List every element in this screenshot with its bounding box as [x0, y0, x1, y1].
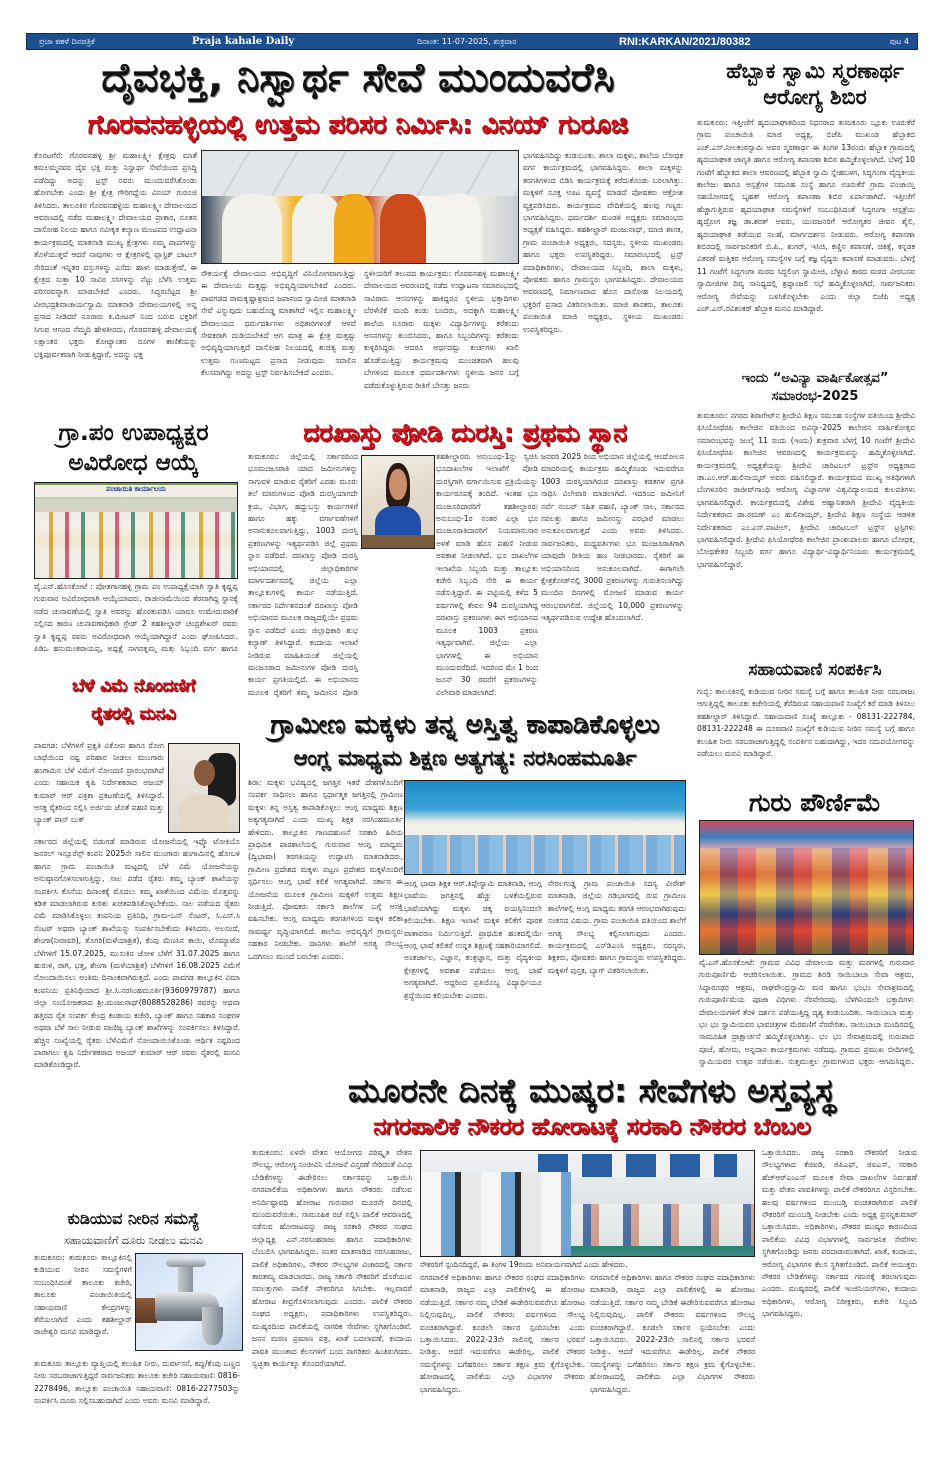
strike-subheadline: ನಗರಪಾಲಿಕೆ ನೌಕರರ ಹೋರಾಟಕ್ಕೆ ಸರಕಾರಿ ನೌಕರರ ಬೆಂಬಲ: [373, 1114, 811, 1140]
english-medium-headline: ಗ್ರಾಮೀಣ ಮಕ್ಕಳು ತನ್ನ ಅಸ್ತಿತ್ವ ಕಾಪಾಡಿಕೊಳ್ಳಲು: [270, 710, 660, 740]
guru-purnima-headline: ಗುರು ಪೌರ್ಣಿಮೆ: [748, 788, 882, 817]
avinya-body: ತುಮಕೂರು: ನಗರದ ಶಿರಾಗೇಟ್‌ನ ಶ್ರೀದೇವಿ ಶಿಕ್ಷಣ ಸಮೂಹ ಸಂಸ್ಥೆಗಳ ವತಿಯಿಂದ ಶ್ರೀದೇವಿ ಫಿಸಿಯೋಥೆರಪಿ ಕಾಲೇಜಿನ ವತಿಯಿಂದ ಅವಿನ್ಯಾ-2025 ಕಾಲೇಜಿನ ವಾರ್ಷಿಕೋತ್ಸವ ಸಮಾರಂಭವನ್ನು ಜುಲೈ 11 ರಂದು (ಇಂದು) ಶುಕ್ರವಾರ ಬೆಳಗ್ಗೆ 10 ಗಂಟೆಗೆ ಶ್ರೀದೇವಿ ಫಿಸಿಯೋಥೆರಪಿ ಕಾಲೇಜಿನ ಆವರಣದಲ್ಲಿ ಕಾರ್ಯಕ್ರಮವನ್ನು ಹಮ್ಮಿಕೊಳ್ಳಲಾಗಿದೆ. ಕಾರ್ಯಕ್ರಮದಲ್ಲಿ ಅಧ್ಯಕ್ಷತೆಯನ್ನು ಶ್ರೀದೇವಿ ಚಾರಿಟಬಲ್ ಟ್ರಸ್ಟ್‌ನ ಅಧ್ಯಕ್ಷರಾದ ಡಾ.ಎಂ.ಆರ್.ಹುಲಿನಾಯ್ಕರ್ ಅವರು ವಹಿಸಲಿದ್ದಾರೆ. ಕಾರ್ಯಕ್ರಮದ ಮುಖ್ಯ ಅತಿಥಿಗಳಾಗಿ ಬೆಂಗಳೂರಿನ ರಾಜೀವ್‌ಗಾಂಧಿ ಆರೋಗ್ಯ ವಿಜ್ಞಾನಗಳ ವಿಶ್ವವಿದ್ಯಾಲಯದ ಕುಲಪತಿಗಳು ಭಾಗವಹಿಸಲಿದ್ದಾರೆ. ಕಾರ್ಯಕ್ರಮದಲ್ಲಿ ವಿಶೇಷ ಆಹ್ವಾನಿತರಾಗಿ ಶ್ರೀದೇವಿ ವೈದ್ಯಕೀಯ ನಿರ್ದೇಶಕರಾದ ಡಾ.ರಮಣ್ ಎಂ ಹುಲಿನಾಯ್ಕರ್, ಶ್ರೀದೇವಿ ಶಿಕ್ಷಣ ಸಂಸ್ಥೆಯ ಆಡಳಿತ ನಿರ್ದೇಶಕರಾದ ಎಂ.ಎಸ್.ಪಾಟೀಲ್, ಶ್ರೀದೇವಿ ಚಾರಿಟಬಲ್ ಟ್ರಸ್ಟ್‌ನ ಟ್ರಸ್ಟಿಗಳು ಭಾಗವಹಿಸಲಿದ್ದಾರೆ. ಶ್ರೀದೇವಿ ಫಿಸಿಯೋಥೆರಪಿ ಕಾಲೇಜಿನ ಪ್ರಾಂಶುಪಾಲರು ಹಾಗೂ ಬೋಧಕ, ಬೋಧಕೇತರ ಸಿಬ್ಬಂದಿ ವರ್ಗ ಹಾಗೂ ವಿದ್ಯಾರ್ಥಿ-ವಿದ್ಯಾರ್ಥಿನಿಯರು ಕಾರ್ಯಕ್ರಮದಲ್ಲಿ ಭಾಗವಹಿಸಲಿದ್ದಾರೆ.: [697, 411, 915, 569]
lead-story-column-3: ಸ್ಥಳೀಯರಿಗೆ ತಲುಪದ ಕಾರ್ಯಕ್ರಮ: ಗೊರವನಹಳ್ಳಿ ಮಹಾಲಕ್ಷ್ಮೀ ದೇವಾಲಯದ ಆವರಣದಲ್ಲಿ ನಡೆದ ಉದ್ಘಾಟನಾ ಸಮಾರಂಭದಲ್ಲಿ ಸಾವಿರಾರು ಆಸನಗಳನ್ನು ಹಾಕಿದ್ದರೂ ಸ್ಥಳೀಯ ಭಕ್ತಾದಿಗಳು ಬೆರಳೆಣಿಕೆ ಮಂದಿ ಕಂಡು ಬಂದರು, ಅದಕ್ಕಾಗಿ ಮಹಾಲಕ್ಷ್ಮೀ ಶಾಲೆಯ ನೂರಾರು ಮಕ್ಕಳು ವಿದ್ಯಾರ್ಥಿಗಳನ್ನು ಕರೆತಂದು ಆಸನಗಳನ್ನು ತುಂಬಿಸಿದರು, ಹಾಗೂ ಸಿಬ್ಬಂದಿಗಳನ್ನು ಕರೆತಂದು ಕುಳ್ಳಿರಿಸಿದ್ದರು ಆದರೂ ಅರ್ಧದಷ್ಟು ಕುರ್ಚಿಗಳು ಖಾಲಿ ಹೊಡೆಯುತ್ತಿದ್ದು ಕಾರ್ಯಕ್ರಮವು ಮುಂಚಿತವಾಗಿ ಹಲವು ಬೇಗಳಿಂದ ಮೂಲಕ ಧರ್ಮದರ್ಶಿಗಳು ಸ್ಥಳೀಯ ಜನರ ಬಗ್ಗೆ ಪಡೆದುಕೊಳ್ಳುತ್ತಿರುವ ರೀತಿಗೆ ಬೇಸತ್ತು ಜನರು: [364, 269, 519, 390]
health-camp-body: ತುಮಕೂರು: ಇತ್ತೀಚೆಗೆ ಹೃದಯಾಘಾತದಿಂದ ನಿಧನರಾದ ತುಮಕೂರು ಬ್ಲೂಕು ಊರುಕೆರೆ ಗ್ರಾಮ ಪಂಚಾಯಿತಿ ಮಾಜಿ ಅಧ್ಯಕ್ಷ, ಬಿಜೆಪಿ ಮುಖಂಡ ಹೆಬ್ಬಾಕದ ಎಚ್.ಎಸ್.ನೀಲಕಂಠಸ್ವಾಮಿ ಅವರ ಸ್ಮರಣಾರ್ಥ ಈ ತಿಂಗಳ 13ರಂದು ಹೆಬ್ಬಾಕ ಗ್ರಾಮದಲ್ಲಿ ಹೃದಯಾಘಾತ ಜಾಗೃತಿ ಹಾಗೂ ಆರೋಗ್ಯ ತಪಾಸಣಾ ಶಿಬಿರ ಹಮ್ಮಿಕೊಳ್ಳಲಾಗಿದೆ. ಬೆಳಗ್ಗೆ 10 ಗಂಟೆಗೆ ಹೆಬ್ಬಾಕದ ಶಾಲಾ ಆವರಣದಲ್ಲಿ ಹೆಬ್ಬಾಕ ಸ್ವಾಮಿ ಸ್ನೇಹಬಳಗ, ಸಿದ್ಧಗಂಗಾ ವೈದ್ಯಕೀಯ ಕಾಲೇಜು ಹಾಗೂ ಆಸ್ಪತ್ರೆಗಳ ಸಮೂಹ ಸಂಸ್ಥೆ ಹಾಗೂ ಊರುಕೆರೆ ಗ್ರಾಮ ಪಂಚಾಯ್ತಿ ಸಹಯೋಗದಲ್ಲಿ ಬೃಹತ್ ಆರೋಗ್ಯ ತಪಾಸಣಾ ಶಿಬಿರ ಏರ್ಪಾಡಾಗಿದೆ. ಇತ್ತೀಚೆಗೆ ಹೆಚ್ಚಾಗುತ್ತಿರುವ ಹೃದಯಾಘಾತ ಸಮಸ್ಯೆಗಳಿಗೆ ಸಂಬಂಧಿಸಿದಂತೆ ಸಿದ್ಧಗಂಗಾ ಆಸ್ಪತ್ರೆಯ ಹೃದ್ರೋಗ ತಜ್ಞ ಡಾ.ಶರತ್ ಅವರು, ಯುವಜನರಿಗೆ ಆರೋಗ್ಯಕರ ಜೀವನ ಶೈಲಿ, ಹೃದಯಾಘಾತ ತಡೆಯುವ ಸಲಹೆ, ಮಾರ್ಗದರ್ಶನ ನೀಡುವರು. ಆರೋಗ್ಯ ತಪಾಸಣಾ ಶಿಬಿರದಲ್ಲಿ ಸಾರ್ವಜನಿಕರಿಗೆ ಬಿ.ಪಿ., ಶುಗರ್, ಇಸಿಜಿ, ಕಣ್ಣಿನ ತಪಾಸಣೆ, ಚಿಕಿತ್ಸೆ, ಕನ್ನಡಕ ವಿತರಣೆ ಮತ್ತಿತರ ಆರೋಗ್ಯ ಸಮಸ್ಯೆಗಳ ಬಗ್ಗೆ ತಜ್ಞ ವೈದ್ಯರು ತಪಾಸಣೆ ಮಾಡುವರು. ಬೆಳಗ್ಗೆ 11 ಗಂಟೆಗೆ ಸಿದ್ಧಗಂಗಾ ಮಠದ ಸಿದ್ಧಲಿಂಗ ಸ್ವಾಮೀಜಿ, ಬೆಳ್ಳಾವಿ ಕಾರದ ಮಠದ ವೀರಬಸವ ಸ್ವಾಮೀಜಿಗಳ ದಿವ್ಯ ಸಾನಿಧ್ಯದಲ್ಲಿ ಶ್ರದ್ಧಾಂಜಲಿ ಸಭೆ ಹಮ್ಮಿಕೊಳ್ಳಲಾಗಿದೆ. ಸಾರ್ವಜನಿಕರು ಆರೋಗ್ಯ ಸೇವೆಯನ್ನು ಬಳಸಿಕೊಳ್ಳಬೇಕು ಎಂದು ಜಿಲ್ಲಾ ಬಿಜೆಪಿ ಅಧ್ಯಕ್ಷ ಎಚ್.ಎಸ್.ರವಿಶಂಕರ್ ಹೆಬ್ಬಾಕ ಮನವಿ ಮಾಡಿದ್ದಾರೆ.: [697, 118, 915, 314]
water-body: ತುಮಕೂರು ತಾಲ್ಲೂಕು ವ್ಯಾಪ್ತಿಯಲ್ಲಿ ಕಲುಷಿತ ನೀರು, ದುರ್ವಾಸನೆ, ಕಪ್ಪು/ಕೆಂಪು ಬಣ್ಣದ ನೀರು ಸರಬರಾಜಾಗುತ್ತಿದ್ದರೆ ಸಾರ್ವಜನಿಕರು ತಾಲೂಕು ಕಚೇರಿ ಸಹಾಯವಾಣಿ: 0816-2278496, ತಾಲ್ಲೂಕು ಪಂಚಾಯಿತಿ ಸಹಾಯವಾಣಿ: 0816-2277503ನ್ನು ಸಂಪರ್ಕಿಸಿ ದೂರು ಸಲ್ಲಿಸಬಹುದಾಗಿದೆ ಎಂದು ಅವರು ಮನವಿ ಮಾಡಿದ್ದಾರೆ.: [34, 1359, 240, 1406]
gp-election-body: ವೈ.ಎನ್.ಹೊಸಕೋಟೆ : ಪೋತಗಾನಹಳ್ಳಿ ಗ್ರಾಮ ಪಂ ಉಪಾಧ್ಯಕ್ಷೆಯಾಗಿ ಸ್ವಾತಿ ಕೃಷ್ಣಪ್ಪ ಗುರುವಾರ ಅವಿರೋಧವಾಗಿ ಆಯ್ಕೆಯಾದರು. ರಾಜೀನಾಮೆಯಿಂದ ತೆರವಾಗಿದ್ದ ಸ್ಥಾನಕ್ಕೆ ನಡೆದ ಚುನಾವಣೆಯಲ್ಲಿ ಸ್ವಾತಿ ಅವರನ್ನು ಹೊರತುಪಡಿಸಿ ಯಾರೂ ಉಮೇದುವಾರಿಕೆ ಸಲ್ಲಿಸದ ಕಾರಣ ಚುನಾವಣಾಧಿಕಾರಿ ಗ್ರೇಡ್ 2 ತಹಶೀಲ್ದಾರ್ ಚಂದ್ರಶೇಖರ್ ರವರು ಸ್ವಾತಿ ಕೃಷ್ಣಪ್ಪ ರವರು ಅವಿರೋಧವಾಗಿ ಆಯ್ಕೆಯಾಗಿದ್ದಾರೆ ಎಂದು ಘೋಷಿಸಿದರು. ಪಿಡಿಒ ಹನುಮಂತರಾಯಪ್ಪ, ಅಧ್ಯಕ್ಷೆ ನಾಗರತ್ನಮ್ಮ ಮತ್ತು ಸಿಬ್ಬಂದಿ ವರ್ಗ ಹಾಗೂ: [34, 582, 238, 653]
dharakhastu-column-2: ತಹಶೀಲ್ದಾರರು ಅನುಬಂಧ-1ನ್ನು ಸ್ವಚಿಸಿ ಭೂದಾಖಲೆಗಳ ಇಲಾಖೆಗೆ ಪೋಡಿ ದುರಸ್ತಿಗಾಗಿ ವರ್ಗಾಯಿಸುವ ಪ್ರಕ್ರಿಯೆಯನ್ನು ಕಾರ್ಯರೂಪಕ್ಕೆ ತಂದಿದೆ. ಇಂತಹ ಭೂ ಮಂಜೂರಿದಾರರಿಗೆ ತಹಶೀಲ್ದಾರರು ಅನುಬಂಧ-1ರ ನಂತರ ಎಲ್ಲಾ ಭೂ ಮಂಜೂರಾತಿದಾರರಿಗೆ ನಿಯಮಾನುಸಾರ ಅಳತೆ ಮಾಡಿ ಹೊಸ ಪಹಣಿ ನೀಡುವ ಅವಕಾಶ ನೀಡಲಾಗಿದೆ. ಭೂ ದಾಖಲೆಗಳ ಇಲಾಖೆಯ ಸಿಬ್ಬಂದಿ ಮತ್ತು ತಾಲ್ಲೂಕು ಕಚೇರಿ ಸಿಬ್ಬಂದಿ ಸೇರಿ ಈ ಕಾರ್ಯ ನಡೆಸುತ್ತಿದ್ದಾರೆ. ಈ ಪಟ್ಟಿಯಲ್ಲಿ ಕಳೆದ 5 ವರ್ಷಗಳಲ್ಲಿ ಕೇವಲ 94 ದುರಸ್ತಿಯಾಗಿದ್ದ ದರಖಾಸ್ತು ಪ್ರಕರಣಗಳು ಈಗ ಅಭಿಯಾನದ ಮೂಲಕ 1003 ಪ್ರಕರಣ ಇತ್ಯರ್ಥವಾಗಿವೆ. ಜಿಲ್ಲೆಯ ಎಲ್ಲಾ ಭಾಗಗಳಲ್ಲಿ ಈ ಅಭಿಯಾನ ಮುಂದುವರೆದಿದೆ. ಇದರಿಂದ ಮೇ 1 ರಿಂದ ಜೂನ್ 30 ರವರೆಗೆ ಪ್ರಕರಣಗಳನ್ನು ವಿಲೇವಾರಿ ಮಾಡಲಾಗಿದೆ.: [436, 452, 538, 697]
english-medium-column-2: ಆಂಗ್ಲ ಭಾಷಾ ಶಿಕ್ಷಕ ಆರ್.ತಿಪ್ಪೇಸ್ವಾಮಿ ಮಾತನಾಡಿ, ಆಂಗ್ಲ ಭಾಷೆಯು ಜಗತ್ತಿನಲ್ಲಿ ಹೆಚ್ಚು ಬಳಕೆಯಲ್ಲಿರುವ ಭಾಷೆಯಾಗಿದ್ದು ಮಕ್ಕಳು ಚಿಕ್ಕ ವಯಸ್ಸಿನಿಂದಲೇ ಕಲಿಯಬೇಕು. ಶಿಕ್ಷಣ ಇಲಾಖೆ ಮಕ್ಕಳ ಕಲಿಕೆಗೆ ಪೂರಕ ವಾತಾವರಣ ನಿರ್ಮಿಸುತ್ತಿದೆ. ಪ್ರಾಥಮಿಕ ಹಂತದಲ್ಲಿಯೇ ಆಂಗ್ಲ ಭಾಷೆ ಕಲಿತರೆ ಉನ್ನತ ಶಿಕ್ಷಣಕ್ಕೆ ಸಹಕಾರಿಯಾಗಲಿದೆ. ಅಂತರ್ಜಾಲ, ವಿಜ್ಞಾನ, ತಂತ್ರಜ್ಞಾನ, ಮತ್ತು ವೈದ್ಯಕೀಯ ಕ್ಷೇತ್ರಗಳಲ್ಲಿ ಅವಕಾಶ ಪಡೆಯಲು ಆಂಗ್ಲ ಭಾಷೆ ಅಗತ್ಯವಾಗಿದೆ. ಆದ್ದರಿಂದ ಪ್ರತಿಯೊಬ್ಬ ವಿದ್ಯಾರ್ಥಿಯೂ ಶ್ರದ್ಧೆಯಿಂದ ಕಲಿಯಬೇಕು ಎಂದರು.: [404, 879, 542, 1000]
gp-election-headline: ಗ್ರಾ.ಪಂ ಉಪಾಧ್ಯಕ್ಷರ ಅವಿರೋಧ ಆಯ್ಕೆ: [58, 420, 209, 476]
helpline-body: ಗುಬ್ಬಿ: ತಾಲೂಕಿನಲ್ಲಿ ಕುಡಿಯುವ ನೀರಿನ ಸಮಸ್ಯೆ ಬಗ್ಗೆ ಹಾಗೂ ಕಲುಷಿತ ನೀರು ಸರಬರಾಜು ಆಗುತ್ತಿದ್ದಲ್ಲಿ ತಾಲೂಕು ಕಚೇರಿಯಲ್ಲಿ ತೆರೆದಿರುವ ಸಹಾಯವಾಣಿ ಸಂಖ್ಯೆಗೆ ಕರೆ ಮಾಡಿ ತಿಳಿಸಲು ತಹಶೀಲ್ದಾರ್ ತಿಳಿಸಿದ್ದಾರೆ. ಸಹಾಯವಾಣಿ ಸಂಖ್ಯೆ ತಾಲ್ಲೂಕು - 08131-222784, 08131-222248 ಈ ದೂರವಾಣಿ ಸಂಖ್ಯೆಗೆ ಕುಡಿಯುವ ನೀರಿನ ಸಮಸ್ಯೆ ಬಗ್ಗೆ ಹಾಗೂ ಕಲುಷಿತ ನೀರು ಸರಬರಾಜಾಗುತ್ತಿದ್ದಲ್ಲಿ ಸಂಪರ್ಕಿಸ ಬಹುದಾಗಿದ್ದು, ಇದರ ಸದುಪಯೋಗವನ್ನು ಪಡೆಯಲು ಮನವಿ ಮಾಡಿದ್ದಾರೆ.: [697, 687, 915, 759]
crop-officer-photo: [168, 743, 240, 833]
strike-photo: [420, 1150, 755, 1257]
english-medium-subheadline: ಆಂಗ್ಲ ಮಾಧ್ಯಮ ಶಿಕ್ಷಣ ಅತ್ಯಗತ್ಯ: ನರಸಿಂಹಮೂರ್ತಿ: [293, 746, 637, 770]
lead-subheadline: ಗೊರವನಹಳ್ಳಿಯಲ್ಲಿ ಉತ್ತಮ ಪರಿಸರ ನಿರ್ಮಿಸಿ: ವಿನಯ್ ಗುರೂಜಿ: [87, 110, 629, 140]
dharakhastu-column-3: ಜನವರಿ 2025 ರಿಂದ ಅಭಿಯಾನ ಜಿಲ್ಲೆಯಲ್ಲಿ ಆಂದೋಲನ ಮಾದರಿಯಲ್ಲಿ ಕಾರ್ಯಕ್ರಮ ಹಮ್ಮಿಕೊಂಡು ಇದುವರೆಗೂ 1003 ದುರಸ್ತಿಯಾಗಿರುವ ದರಖಾಸ್ತು ಕಡತಗಳ ಪ್ರಗತಿ ಸಾಧಿಸಿ ವಿಲೇವಾರಿ ಮಾಡಲಾಗಿದೆ. ಇದರಿಂದ ಜಮೀನಿಗೆ ಸರ್ವೆ ನಂಬರ್ ಸಹಿತ ಪಹಣಿ, ಬ್ಯಾಂಕ್ ಸಾಲ, ಸರ್ಕಾರದ ಸವಲತ್ತು ಹಾಗೂ ಜಮೀನನ್ನು ಪರಭಾರೆ ಮಾಡಲು ಅನುಕೂಲವಾಗುತ್ತದೆ ಎಂದು ಅವರು ತಿಳಿಸಿದರು. ಸಾರ್ವಜನಿಕರು, ಮಧ್ಯವರ್ತಿಗಳು ಭೂ ಮಂಜೂರಾತಿಗಾಗಿ ಯಾವುದೇ ರೀತಿಯ ಹಣ ನೀಡಬಾರದು. ರೈತರಿಗೆ ಈ ಅಭಿಯಾನದಿಂದ ಅನುಕೂಲವಾಗಿದೆ. ಈಗಾಗಲೇ ಕ್ಷೇತ್ರಕೋಡ್‌ನಲ್ಲಿ 3000 ಪ್ರಕರಣಗಳನ್ನು ಗುರುತಿಸಲಾಗಿದ್ದು ಮುಂದಿನ ದಿನಗಳಲ್ಲಿ ಮೋಜಣಿ ಮಾಡುವ ಕಾರ್ಯ ಆರಂಭವಾಗಲಿದೆ. ಜಿಲ್ಲೆಯಲ್ಲಿ 10,000 ಪ್ರಕರಣಗಳನ್ನು ಇತ್ಯರ್ಥಪಡಿಸುವ ಉದ್ದೇಶ ಹೊಂದಲಾಗಿದೆ.: [541, 452, 684, 623]
crop-insurance-body-side: ಪಾವಗಡ: ಬೆಳೆಗಳಿಗೆ ಪ್ರಕೃತಿ ವಿಕೋಪ ಹಾಗೂ ರೋಗ ಬಾಧೆಯಿಂದ ನಷ್ಟ ಪರಿಹಾರ ನೀಡಲು ಮುಂಗಾರು ಹಂಗಾಮಿನ ಬೆಳೆ ವಿಮೆಗೆ ನೋಂದಣಿ ಪ್ರಾರಂಭವಾಗಿದೆ ಎಂದು ಸಹಾಯಕ ಕೃಷಿ ನಿರ್ದೇಶಕರಾದ ಅಜಯ್ ಕುಮಾರ್ ಆರ್ ಪತ್ರಿಕಾ ಪ್ರಕಟಣೆಯಲ್ಲಿ ತಿಳಿಸಿದ್ದಾರೆ. ಆಸಕ್ತ ರೈತರಿಂದ ಸಲ್ಲಿಸಿ ಅರ್ಜಿಯ ಜೊತೆ ಪಹಣಿ ಮತ್ತು ಬ್ಯಾಂಕ್ ಪಾಸ್ ಬುಕ್: [34, 741, 164, 825]
masthead-kannada-name: ಪ್ರಜಾ ಕಹಳೆ ದಿನಪತ್ರಿಕೆ: [39, 36, 95, 46]
lead-story-column-2: ಸೌಕರ್ಯಕ್ಕೆ ದೇವಾಲಯದ ಅಭಿವೃದ್ಧಿಗೆ ವಿನಿಯೋಗವಾಗುತ್ತಿದ್ದು ಈ ದೇವಾಲಯ ಮತ್ತಷ್ಟು ಅಭಿವೃದ್ಧಿಯಾಗಬೇಕಿದೆ ಎಂದರು. ಪಾವಗಡದ ರಾಮಕೃಷ್ಣಾಶ್ರಮದ ಜಪಾನಂದ ಸ್ವಾಮೀಜಿ ಮಾತನಾಡಿ ಸೇವೆ ಎನ್ನುವುದು ಬಹುದೊಡ್ಡ ಮಾತಾಗಿದೆ ಇಲ್ಲಿನ ಮಹಾಲಕ್ಷ್ಮೀ ದೇವಾಲಯದ ಧರ್ಮದರ್ಶಿಗಳು ಅಧಿಕಾರಿಗಳಂತೆ ಆಳದೆ ಸೇವಕರಾಗಿ ದುಡಿಯಬೇಕಿದೆ ಆಗ ಮಾತ್ರ ಈ ಕ್ಷೇತ್ರ ಮತ್ತಷ್ಟು ಅಭಿವೃದ್ಧಿಯಾಗುತ್ತದೆ ದಾಸೋಹ ನಿಲಯದಲ್ಲಿ ಶುಚಿತ್ವ ಮತ್ತು ಉತ್ತಮ ಗುಣಮಟ್ಟದ ಪ್ರಸಾದ ನೀಡುವುದು ಸವಾಲಿನ ಕೆಲಸವಾಗಿದ್ದು ಅದನ್ನು ಟ್ರಸ್ಟ್ ನಿರ್ವಹಿಸಬೇಕಿದೆ ಎಂದರು.: [201, 269, 356, 378]
avinya-headline-1: ಇಂದು “ಅವಿನ್ಯಾ ವಾರ್ಷಿಕೋತ್ಸವ”: [741, 371, 889, 386]
lead-story-photo: [201, 150, 519, 264]
lead-headline: ದೈವಭಕ್ತಿ, ನಿಸ್ವಾರ್ಥ ಸೇವೆ ಮುಂದುವರೆಸಿ: [101, 55, 615, 101]
health-camp-headline-line: [690, 58, 940, 110]
water-subheadline: ಸಹಾಯವಾಣಿಗೆ ದೂರು ನೀಡಲು ಮನವಿ: [64, 1234, 203, 1247]
water-headline: ಕುಡಿಯುವ ನೀರಿನ ಸಮಸ್ಯೆ: [67, 1209, 200, 1228]
helpline-headline: ಸಹಾಯವಾಣಿ ಸಂಪರ್ಕಿಸಿ: [748, 660, 882, 680]
english-medium-column-1: ಶಿರಾ: ಮಕ್ಕಳು ಭವಿಷ್ಯದಲ್ಲಿ ಜಗತ್ತಿನ ಇತರೆ ದೇಶಗಳೊಂದಿಗೆ ಸಂಪರ್ಕ ಸಾಧಿಸಲು ಹಾಗೂ ಸ್ಪರ್ಧಾತ್ಮಕ ಜಗತ್ತಿನಲ್ಲಿ ಗ್ರಾಮೀಣ ಮಕ್ಕಳು ತನ್ನ ಅಸ್ತಿತ್ವ ಕಾಪಾಡಿಕೊಳ್ಳಲು ಆಂಗ್ಲ ಮಾಧ್ಯಮ ಶಿಕ್ಷಣ ಅತ್ಯಗತ್ಯವಾಗಿದೆ ಎಂದು ಮುಖ್ಯ ಶಿಕ್ಷಕ ನರಸಿಂಹಮೂರ್ತಿ ಹೇಳಿದರು. ತಾಲ್ಲೂಕಿನ ಗಾಣದಹುಣಸೆ ಸರಕಾರಿ ಹಿರಿಯ ಪ್ರಾಥಮಿಕ ಪಾಠಶಾಲೆಯಲ್ಲಿ ಗುರುವಾರ ಆಂಗ್ಲ ಮಾಧ್ಯಮ (ದ್ವಿಭಾಷಾ) ತರಗತಿಯನ್ನು ಉದ್ಘಾಟಿಸಿ ಮಾತನಾಡಿದರು, ಗ್ರಾಮೀಣ ಪ್ರದೇಶದ ಮಕ್ಕಳು ಪಟ್ಟಣ ಪ್ರದೇಶದ ಮಕ್ಕಳೊಂದಿಗೆ ಸ್ಪರ್ಧಿಸಲು ಆಂಗ್ಲ ಭಾಷೆ ಕಲಿಕೆ ಅಗತ್ಯವಾಗಿದೆ. ಸರ್ಕಾರ ಈ ಯೋಜನೆಯ ಮೂಲಕ ಗ್ರಾಮೀಣ ಮಕ್ಕಳಿಗೆ ಉತ್ತಮ ಶಿಕ್ಷಣ ನೀಡುತ್ತಿದೆ. ಪೋಷಕರು ಸರ್ಕಾರಿ ಶಾಲೆಗಳ ಬಗ್ಗೆ ಆಸಕ್ತಿ ವಹಿಸಬೇಕು. ಆಂಗ್ಲ ಮಾಧ್ಯಮ ತರಗತಿಗಳಿಂದ ಮಕ್ಕಳ ಕಲಿಕಾ ಸಾಮರ್ಥ್ಯ ವೃದ್ಧಿಯಾಗಲಿದೆ. ಶಾಲೆಯ ಅಭಿವೃದ್ಧಿಗೆ ಗ್ರಾಮಸ್ಥರು ಸಹಕಾರ ನೀಡಬೇಕು. ದಾನಿಗಳು ಶಾಲೆಗೆ ಅಗತ್ಯ ಸೌಲಭ್ಯ ಒದಗಿಸಲು ಮುಂದೆ ಬರಬೇಕು ಎಂದರು.: [248, 778, 403, 961]
health-camp-headline: ಹೆಬ್ಬಾಕ ಸ್ವಾಮಿ ಸ್ಮರಣಾರ್ಥ ಆರೋಗ್ಯ ಶಿಬಿರ: [726, 59, 904, 109]
water-tap-photo: [135, 1253, 243, 1351]
dharakhastu-column-1: ತುಮಕೂರು: ಜಿಲ್ಲೆಯಲ್ಲಿ ಸರ್ಕಾರದಿಂದ ಭೂಮಂಜೂರಾತಿ ಯಾದ ಜಮೀನುಗಳನ್ನು ಸಾಗುವಳಿ ಮಾಡುವ ರೈತರಿಗೆ ಎರಡು ಮೂರು ತಲೆ ಮಾರುಗಳಿಂದ ಪೋಡಿ ದುರಸ್ತಿಯಾಗದೇ ಕ್ರಯ, ವಿಭಾಗ, ಹದ್ದುಬಸ್ತು ಕಾರ್ಯಗಳಿಗೆ ಹಾಗೂ ಹಕ್ಕು ವರ್ಗಾವಣೆಗಳಿಗೆ ಅನಾನುಕೂಲವಾಗುತ್ತಿದ್ದು, 1003 ದುರಸ್ತಿ ಪ್ರಕರಣಗಳನ್ನು ಇತ್ಯರ್ಥಪಡಿಸಿ ಜಿಲ್ಲೆ ಪ್ರಥಮ ಸ್ಥಾನ ಪಡೆದಿದೆ. ದರಖಾಸ್ತು ಪೋಡಿ ದುರಸ್ತಿ ಅಭಿಯಾನದಲ್ಲಿ ಜಿಲ್ಲಾಧಿಕಾರಿಗಳ ಮಾರ್ಗದರ್ಶನದಲ್ಲಿ ಜಿಲ್ಲೆಯ ಎಲ್ಲಾ ತಾಲ್ಲೂಕುಗಳಲ್ಲಿ ಕಾರ್ಯ ನಡೆಯುತ್ತಿದೆ. ಸರ್ಕಾರದ ನಿರ್ದೇಶನದಂತೆ ದರಖಾಸ್ತು ಪೋಡಿ ಅಭಿಯಾನದ ಮೂಲಕ ರಾಜ್ಯದಲ್ಲಿಯೇ ಪ್ರಥಮ ಸ್ಥಾನ ಪಡೆದಿದೆ ಎಂದು ಜಿಲ್ಲಾಧಿಕಾರಿ ಶುಭ ಕಲ್ಯಾಣ್ ತಿಳಿಸಿದ್ದಾರೆ. ಕಂದಾಯ ಇಲಾಖೆ ನೀಡಿರುವ ಮಾಹಿತಿಯಂತೆ ಜಿಲ್ಲೆಯಲ್ಲಿ ಮಂಜೂರಾದ ಜಮೀನುಗಳ ಪೋಡಿ ದುರಸ್ತಿ ಕಾರ್ಯ ಪ್ರಗತಿಯಲ್ಲಿದೆ. ಈ ಅಭಿಯಾನದ ಮೂಲಕ ರೈತರಿಗೆ ತಮ್ಮ ಜಮೀನಿನ ಪೋಡಿ: [248, 452, 358, 697]
lead-story-column-4: ಭಾಗವಹಿಸದಿದ್ದು ಕಂಡುಬಂತು. ಶಾಲಾ ಮಕ್ಕಳು, ಶಾಲೆಯ ಬೋಧಕ ವರ್ಗ ಕಾರ್ಯಕ್ರಮದಲ್ಲಿ ಭಾಗವಹಿಸಿದ್ದರು. ಶಾಲಾ ಮಕ್ಕಳನ್ನು ತರಗತಿಗಳಿಂದ ಬಿಡಿಸಿ ಕಾರ್ಯಕ್ರಮಕ್ಕೆ ಕರೆದುಕೊಂಡು ಬರಲಾಗಿತ್ತು. ಮಕ್ಕಳಿಗೆ ಸೂಕ್ತ ಊಟ ವ್ಯವಸ್ಥೆ ಮಾಡದೆ ಪೋಷಕರು ಆಕ್ರೋಶ ವ್ಯಕ್ತಪಡಿಸಿದರು. ಕಾರ್ಯಕ್ರಮದ ವೇದಿಕೆಯಲ್ಲಿ ಹಲವು ಗಣ್ಯರು ಭಾಗವಹಿಸಿದ್ದರು. ಧರ್ಮದರ್ಶಿ ಮಂಡಳಿ ಅಧ್ಯಕ್ಷರು ಸಮಾರಂಭದ ಅಧ್ಯಕ್ಷತೆ ವಹಿಸಿದ್ದರು. ತಹಶೀಲ್ದಾರ್ ಮಂಜುನಾಥ್, ಮಾಜಿ ಶಾಸಕ, ಗ್ರಾಮ ಪಂಚಾಯಿತಿ ಅಧ್ಯಕ್ಷರು, ಸದಸ್ಯರು, ಸ್ಥಳೀಯ ಮುಖಂಡರು ಹಾಗೂ ಭಕ್ತರು ಉಪಸ್ಥಿತರಿದ್ದರು. ಸಮಾರಂಭದಲ್ಲಿ ಟ್ರಸ್ಟ್ ಪದಾಧಿಕಾರಿಗಳು, ದೇವಾಲಯದ ಸಿಬ್ಬಂದಿ, ಶಾಲಾ ಮಕ್ಕಳು, ಪೋಷಕರು ಹಾಗೂ ಗ್ರಾಮಸ್ಥರು ಭಾಗವಹಿಸಿದ್ದರು. ದೇವಾಲಯದ ಆವರಣದಲ್ಲಿ ನಿರ್ಮಾಣವಾದ ಹೊಸ ದಾಸೋಹ ನಿಲಯದಲ್ಲಿ ಭಕ್ತರಿಗೆ ಪ್ರಸಾದ ವಿತರಿಸಲಾಯಿತು. ಮಾಜಿ ಶಾಸಕರು, ತಾಲೂಕು ಪಂಚಾಯಿತಿ ಮಾಜಿ ಅಧ್ಯಕ್ಷರು, ಸ್ಥಳೀಯ ಮುಖಂಡರು ಉಪಸ್ಥಿತರಿದ್ದರು.: [523, 151, 683, 334]
guru-purnima-photo: [699, 820, 914, 955]
collector-photo: [361, 455, 435, 549]
masthead-page-number: ಪುಟ 4: [889, 36, 909, 46]
masthead-bar: [26, 33, 918, 50]
guru-purnima-body: ವೈ.ಎನ್.ಹೊಸಕೋಟೆ: ಗ್ರಾಮದ ವಿವಿಧ ದೇವಾಲಯ ಮತ್ತು ಮಠಗಳಲ್ಲಿ ಗುರುವಾರ ಗುರುಪೂರ್ಣಿಮೆ ಆಚರಿಸಲಾಯಿತು. ಗ್ರಾಮದ ಶಿರಡಿ ಸಾಯಿಬಾಬಾ ಸೇವಾ ಆಶ್ರಮ, ಸಿದ್ಧಾರೂಢರ ಆಶ್ರಮ, ರಾಘವೇಂದ್ರಸ್ವಾಮಿ ಮಠ ಹಾಗೂ ಭಂಭಂ ಸೇವಾಶ್ರಮದಲ್ಲಿ ಗುರುಪೂರ್ಣಿಮೆಯ ಪೂಜಾ ವಿಧಿಗಳು ನೆರವೇರಿದವು. ಬೆಳಗಿನಿಂದಲೇ ಭಕ್ತಾದಿಗಳು ದೇವಾಲಯಗಳಿಗೆ ತೆರಳಿ ದರ್ಶನ ಪಡೆಯುತ್ತಿದ್ದ ದೃಶ್ಯ ಕಂಡುಬಂದಿತು. ಸಾಯಿಬಾಬಾ ಮತ್ತು ಭಂ ಭಂ ಸ್ವಾಮಿಯವರ ಭಾವಚಿತ್ರಗಳ ಮೆರವಣಿಗೆ ನೆರವೇರಿತು. ಸಾಯಿಬಾಬಾ ಮಂದಿರದಲ್ಲಿ ಸಾಮೂಹಿಕ ದ್ರಾಕ್ಷಾರ್ಚನೆ ಹಮ್ಮಿಕೊಳ್ಳಲಾಗಿತ್ತು. ಭಂ ಭಂ ಸೇವಾಶ್ರಮದಲ್ಲಿ ಗುರುಪಾದ ಪೂಜೆ, ಹೋಮ, ಅನ್ನದಾನ ಕಾರ್ಯಕ್ರಮಗಳು ನಡೆದವು. ಗ್ರಾಮದ ಪ್ರಮುಖ ಬೀದಿಗಳಲ್ಲಿ ಸ್ವಾಮಿಯವರ ಉತ್ಸವ ನಡೆಯಿತು. ಸುತ್ತಮುತ್ತಲ ಗ್ರಾಮಗಳಿಂದ ಭಕ್ತರು ಆಗಮಿಸಿದ್ದರು.: [699, 958, 914, 1067]
crop-insurance-headline-2: ರೈತರಲ್ಲಿ ಮನವಿ: [91, 704, 176, 724]
school-event-photo: [404, 780, 686, 875]
crop-insurance-headline-1: ಬೆಳೆ ವಿಮೆ ನೊಂದಣಿಗೆ: [71, 676, 196, 696]
strike-column-1: ತುಮಕೂರು: ಏಳನೇ ವೇತನ ಆಯೋಗದ ಪರಿಷ್ಕೃತ ವೇತನ ಸೌಲಭ್ಯ, ಆರೋಗ್ಯ ಸಂಜೀವಿನಿ ಯೋಜನೆ ವಿಸ್ತರಣೆ ಸೇರಿದಂತೆ ವಿವಿಧ ಬೇಡಿಕೆಗಳನ್ನು ಈಡೇರಿಸಲು ಸರ್ಕಾರವನ್ನು ಒತ್ತಾಯಿಸಿ ನಗರಪಾಲಿಕೆಯ ಅಧಿಕಾರಿಗಳು ಹಾಗೂ ನೌಕರರು ನಡೆಸುವ ಅನಿರ್ದಿಷ್ಟಾವಧಿ ಹೋರಾಟ ಗುರುವಾರ ಮೂರನೇ ದಿನದಲ್ಲಿ ಮುಂದುವರೆಯಿತು. ಸಾಮೂಹಿಕ ರಜೆ ಸಲ್ಲಿಸಿ ಪಾಲಿಕೆ ಆವರಣದಲ್ಲಿ ನಡೆಸುವ ಹೋರಾಟವನ್ನು ರಾಜ್ಯ ಸರಕಾರಿ ನೌಕರರ ಸಂಘದ ಜಿಲ್ಲಾಧ್ಯಕ್ಷ ಎನ್.ನರಸಿಂಹರಾಜು ಹಾಗೂ ಪದಾಧಿಕಾರಿಗಳು ಬೆಂಬಲಿಸಿ ಭಾಗವಹಿಸಿದ್ದರು. ನಂತರ ಮಾತನಾಡಿದ ನರಸಿಂಹರಾಜು, ಪಾಲಿಕೆ ಅಧಿಕಾರಿಗಳು, ನೌಕರರ ಸೌಲಭ್ಯಗಳ ವಿಚಾರದಲ್ಲಿ ಸರ್ಕಾರ ತಾರತಮ್ಯ ಮಾಡಬಾರದು. ರಾಜ್ಯ ಸರ್ಕಾರಿ ನೌಕರರಿಗೆ ದೊರೆಯುವ ಸವಲತ್ತುಗಳು ಪಾಲಿಕೆ ನೌಕರರಿಗೂ ಸಿಗಬೇಕು. ಇಲ್ಲವಾದರೆ ಹೋರಾಟ ತೀವ್ರಗೊಳಿಸಲಾಗುವುದು ಎಂದರು. ಪಾಲಿಕೆ ನೌಕರರ ಸಂಘದ ಅಧ್ಯಕ್ಷರು, ಪದಾಧಿಕಾರಿಗಳು ಉಪಸ್ಥಿತರಿದ್ದರು. ಮುಷ್ಕರದಿಂದ ಪಾಲಿಕೆಯಲ್ಲಿ ನಾಗರಿಕ ಸೇವೆಗಳು ಸ್ಥಗಿತಗೊಂಡಿವೆ. ಜನನ ಮರಣ ಪ್ರಮಾಣ ಪತ್ರ, ಖಾತೆ ಬದಲಾವಣೆ, ಕಂದಾಯ ಪಾವತಿ ಮುಂತಾದ ಕೆಲಸಗಳಿಗೆ ಬಂದ ನಾಗರಿಕರು ಹಿಂತಿರುಗಿದರು. ಸ್ವಚ್ಛತಾ ಕಾರ್ಯಕ್ಕೂ ತೊಂದರೆಯಾಗಿದೆ.: [252, 1148, 412, 1368]
avinya-headline-2: ಸಮಾರಂಭ-2025: [771, 389, 859, 404]
strike-column-2b: ನಗರಪಾಲಿಕೆ ಅಧಿಕಾರಿಗಳು ಹಾಗೂ ನೌಕರರ ಸಂಘದ ಪದಾಧಿಕಾರಿಗಳು ಮಾತನಾಡಿ, ರಾಜ್ಯದ ಎಲ್ಲಾ ಪಾಲಿಕೆಗಳಲ್ಲಿ ಈ ಹೋರಾಟ ನಡೆಯುತ್ತಿದೆ. ಸರ್ಕಾರ ನಮ್ಮ ಬೇಡಿಕೆ ಈಡೇರಿಸುವವರೆಗೂ ಹೋರಾಟ ನಿಲ್ಲಿಸುವುದಿಲ್ಲ. ಪಾಲಿಕೆ ನೌಕರರು ವರ್ಷಗಳಿಂದ ಸೌಲಭ್ಯ ವಂಚಿತರಾಗಿದ್ದಾರೆ. ಕೂಡಲೇ ಸರ್ಕಾರ ಸ್ಪಂದಿಸಬೇಕು ಎಂದು ಒತ್ತಾಯಿಸಿದರು. 2022-23ನೇ ಸಾಲಿನಲ್ಲಿ ಸರ್ಕಾರ ಭರವಸೆ ನೀಡಿತ್ತು. ಆದರೆ ಇದುವರೆಗೂ ಈಡೇರಿಲ್ಲ. ಪಾಲಿಕೆ ನೌಕರರ ಸಮಸ್ಯೆಗಳನ್ನು ಬಗೆಹರಿಸಲು ಸರ್ಕಾರ ತಕ್ಷಣ ಕ್ರಮ ಕೈಗೊಳ್ಳಬೇಕು. ಹೋರಾಟದಲ್ಲಿ ಪಾಲಿಕೆಯ ಎಲ್ಲಾ ವಿಭಾಗಗಳ ನೌಕರರು ಭಾಗವಹಿಸಿದ್ದರು.: [590, 1273, 755, 1394]
strike-column-3: ಒತ್ತಾಯಿಸಿದರು. ರಾಜ್ಯ ಸರಕಾರಿ ನೌಕರರಿಗೆ ನೀಡುವ ಸೌಲಭ್ಯಗಳಾದ ಕೆಜಿಐಡಿ, ಜಿಪಿಎಫ್, ಜಿಐಎಸ್, ಸರಕಾರಿ ಹೆಚ್‌ಆರ್‌ಎಂಎಸ್ ಮೂಲಕ ಸೇವಾ ದಾಖಲೆಗಳ ನಿರ್ವಹಣೆ ಮತ್ತು ವೇತನ ಪಾವತಿಗಳನ್ನು ಪಾಲಿಕೆ ನೌಕರರಿಗೂ ವಿಸ್ತರಿಸಬೇಕು. ಹಲವು ವರ್ಷಗಳಿಂದ ಮುಂಬಡ್ತಿ ವಂಚಿತರಾಗಿರುವ ಪಾಲಿಕೆ ನೌಕರರಿಗೆ ಮುಂಬಡ್ತಿ ನೀಡಬೇಕು ಎಂದು ಅಧ್ಯಕ್ಷ ಪ್ರಸನ್ನಕುಮಾರ್ ಒತ್ತಾಯಿಸಿದರು. ಅಧಿಕಾರಿಗಳು, ನೌಕರರ ಮುಷ್ಕರ ಕಾರಣದಿಂದ ಪಾಲಿಕೆಯ ವಿವಿಧ ವಿಭಾಗಗಳಲ್ಲಿ ಸಾರ್ವಜನಿಕ ಸೇವೆಗಳು ಸ್ಥಗಿತಗೊಂಡಿದ್ದು ಜನರು ಪರದಾಡುವಂತಾಗಿದೆ. ಖಾತೆ, ಕಂದಾಯ, ಆರೋಗ್ಯ ವಿಭಾಗಗಳ ಕೆಲಸ ಸ್ಥಗಿತಗೊಂಡಿದೆ. ಪಾಲಿಕೆ ಆಯುಕ್ತರು ನೌಕರರ ಬೇಡಿಕೆಗಳನ್ನು ಸರ್ಕಾರದ ಗಮನಕ್ಕೆ ತರಲಾಗುವುದು ಎಂದರು. ಮುಷ್ಕರದಲ್ಲಿ ಪಾಲಿಕೆ ಇಂಜಿನಿಯರ್‌ಗಳು, ಕಂದಾಯ ಅಧಿಕಾರಿಗಳು, ಆರೋಗ್ಯ ನಿರೀಕ್ಷಕರು, ಕಚೇರಿ ಸಿಬ್ಬಂದಿ ಭಾಗವಹಿಸಿದ್ದರು.: [762, 1148, 917, 1319]
masthead-rni: RNI:KARKAN/2021/80382: [619, 35, 751, 48]
gp-election-photo: [34, 482, 238, 579]
water-body-side: ತುಮಕೂರು: ತುಮಕೂರು ತಾಲ್ಲೂಕಿನಲ್ಲಿ ಕುಡಿಯುವ ನೀರಿನ ಸಮಸ್ಯೆಗಳಿಗೆ ಸಂಬಂಧಿಸಿದಂತೆ ತಾಲೂಕು ಕಚೇರಿ, ತಾಲೂಕು ಪಂಚಾಯಿತಿಯಲ್ಲಿ ಸಹಾಯವಾಣಿ ಕೇಂದ್ರಗಳನ್ನು ತೆರೆಯಲಾಗಿದೆ ಎಂದು ತಹಶೀಲ್ದಾರ್ ರಾಜೇಶ್ವರಿ ಮನವಿ ಮಾಡಿದ್ದಾರೆ.: [34, 1253, 132, 1337]
lead-story-column-1: ಕೊರಟಗೆರೆ: ಗೊರವನಹಳ್ಳಿ ಶ್ರೀ ಮಹಾಲಕ್ಷ್ಮೀ ಕ್ಷೇತ್ರವು ಮಾತೆ ಕಮಲಮ್ಮನವರ ದೈವ ಭಕ್ತಿ ಮತ್ತು ನಿಸ್ವಾರ್ಥ ಸೇವೆಯಿಂದ ಪ್ರಸಿದ್ಧಿ ಪಡೆದಿದ್ದು ಅದನ್ನು ಟ್ರಸ್ಟ್ ನವರು ಮುಂದುವರೆಸಿಕೊಂಡು ಹೋಗಬೇಕು ಎಂದು ಶ್ರೀ ಕ್ಷೇತ್ರ ಗೌರಿಗದ್ದೆಯ ವಿನಯ್ ಗುರೂಜಿ ತಿಳಿಸಿದರು. ತಾಲೂಕಿನ ಗೊರವನಹಳ್ಳಿಯ ಮಹಾಲಕ್ಷ್ಮೀ ದೇವಾಲಯದ ಆವರಣದಲ್ಲಿ ನಡೆದ ಮಹಾಲಕ್ಷ್ಮೀ ದೇವಾಲಯದ ಪ್ರಾಕಾರ, ನೂತನ ದಾಸೋಹ ನಿಲಯ ಹಾಗೂ ನವೀಕೃತ ಕಲ್ಯಾಣ ಮಂಟಪದ ಉದ್ಘಾಟನಾ ಕಾರ್ಯಕ್ರಮದಲ್ಲಿ ಮಾತನಾಡಿ ಮುಖ್ಯ ಕ್ಷೇತ್ರಗಳು ನಮ್ಮ ಪಾಪಗಳನ್ನು ತೊಳೆಯುತ್ತವೆ ಆದರೆ ನಾವುಗಳು ಆ ಕ್ಷೇತ್ರಗಳಲ್ಲಿ ಪ್ಲಾಸ್ಟಿಕ್ ಬಾಟಲ್ ಸೇರಿದಂತೆ ಇನ್ನಿತರ ವಸ್ತುಗಳನ್ನು ಎಸೆದು ಹಾಳು ಮಾಡುತ್ತೇವೆ, ಈ ಕ್ಷೇತ್ರದ ಸುತ್ತಾ 10 ಸಾವಿರ ಸಸಿಗಳನ್ನು ನೆಟ್ಟು ಬೆಳೆಸಿ ಉತ್ತಮ ಪರಿಸರವನ್ನಾಗಿ ಮಾಡಬೇಕಿದೆ ಎಂದರು. ಸಿದ್ಧರಬೆಟ್ಟದ ಶ್ರೀ ವೀರಭದ್ರಶಿವಾಚಾರ್ಯಸ್ವಾಮಿ ಮಾತನಾಡಿ ದೇವಾಲಯಗಳಲ್ಲಿ ಅನ್ನ ಪ್ರಸಾದ ನೀಡಿದರೆ ನೂರಾರು ಕಿ.ಮೀಟರ್ ನಿಂದ ಬರುವ ಭಕ್ತರಿಗೆ ಸಿಗುವ ಆನಂದ ನೆಮ್ಮದಿ ಹೇಳತೀರದು, ಗೊರವನಹಳ್ಳಿ ದೇವಾಲಯಕ್ಕೆ ಲಕ್ಷಾಂತರ ಭಕ್ತರು ಕೋಟ್ಯಾಂತರ ರೂಗಳ ಕಾಣಿಕೆಯನ್ನು ಭಕ್ತಿಪೂರ್ವಕವಾಗಿ ನೀಡುತ್ತಿದ್ದಾರೆ, ಅದನ್ನು ಭಕ್ತ: [34, 151, 197, 359]
english-medium-column-3: ನೇರಲಗುಡ್ಡ ಗ್ರಾಮ ಪಂಚಾಯಿತಿ ಸದಸ್ಯ ವೀರೇಶ್ ಮಾತನಾಡಿ, ಜಿಲ್ಲೆಯ ಗಡಿಭಾಗದಲ್ಲಿ ರುವ ಗ್ರಾಮೀಣ ಶಾಲೆಗಳಲ್ಲಿ ಆಂಗ್ಲ ಮಾಧ್ಯಮ ತರಗತಿ ಆರಂಭವಾಗಿರುವುದು ಸಂತಸದ ವಿಷಯ. ಗ್ರಾಮ ಪಂಚಾಯಿತಿ ವತಿಯಿಂದ ಶಾಲೆಗೆ ಅಗತ್ಯ ಸೌಲಭ್ಯ ಕಲ್ಪಿಸಲಾಗುವುದು ಎಂದರು. ಕಾರ್ಯಕ್ರಮದಲ್ಲಿ ಎಸ್‌ಡಿಎಂಸಿ ಅಧ್ಯಕ್ಷರು, ಸದಸ್ಯರು, ಶಿಕ್ಷಕರು, ಪೋಷಕರು ಹಾಗೂ ಗ್ರಾಮಸ್ಥರು ಉಪಸ್ಥಿತರಿದ್ದರು. ಮಕ್ಕಳಿಗೆ ಪುಸ್ತಕ, ಬ್ಯಾಗ್ ವಿತರಿಸಲಾಯಿತು.: [548, 879, 686, 975]
strike-headline: ಮೂರನೇ ದಿನಕ್ಕೆ ಮುಷ್ಕರ: ಸೇವೆಗಳು ಅಸ್ತವ್ಯಸ್ಥ: [348, 1071, 836, 1110]
masthead-english-name: Praja kahale Daily: [192, 36, 295, 47]
photo-signboard: ಪಂಚಾಯಿತಿ ಕಾರ್ಯಾಲಯ: [35, 485, 237, 497]
crop-insurance-body: ಸರ್ಕಾರದ ಜಿಲ್ಲೆಯಲ್ಲಿ ಬಿಡುಗಡೆ ಮಾಡಿರುವ ಯೋಜನೆಯಲ್ಲಿ ಇಫ್ಕೊ ಟೋಕಿಯೊ ಜನರಲ್ ಇನ್ಸೂರೆನ್ಸ್ ಕಂಪನಿ 2025ನೇ ಸಾಲಿನ ಮುಂಗಾರು ಹಂಗಾಮಿನಲ್ಲಿ ಹೋಬಳಿ ಹಾಗೂ ಗ್ರಾಮ ಪಂಚಾಯಿತಿ ಮಟ್ಟದಲ್ಲಿ ಬೆಳೆ ವಿಮೆ ಯೋಜನೆಯನ್ನು ಅನುಷ್ಠಾನಗೊಳಿಸಲಾಗುತ್ತಿದ್ದು, ಸಾಲ ಪಡೆದ ರೈತರು ತಮ್ಮ ಬ್ಯಾಂಕ್ ಶಾಖೆಯನ್ನು ಸಂಪರ್ಕಿಸಿ ಕೊನೆಯ ದಿನಾಂಕಕ್ಕೆ ಮೊದಲು ತಮ್ಮ ಖಾತೆಯಿಂದ ವಿಮೆಯ ಮೊತ್ತವನ್ನು ಕಡಿತ ಮಾಡಲಾಗಿರುವ ಕುರಿತು ಖಚಿತಪಡಿಸಿಕೊಳ್ಳಬೇಕೆಂದು. ಸಾಲ ಪಡೆಯದ ರೈತರು ವಿಮೆ ಮಾಡಿಸಿಕೊಳ್ಳಲು ಕಂಪನಿಯ ಪ್ರತಿನಿಧಿ, ಗ್ರಾಮ-ಒನ್ ಸೆಂಟರ್, ಸಿ.ಎಸ್.ಸಿ ಸೆಂಟರ್ ಅಥವಾ ಬ್ಯಾಂಕ್ ಶಾಖೆಯನ್ನು ಸಂಪರ್ಕಿಸಬೇಕೆಂದು ತಿಳಿಸಿದರು. ಅಲಸಂದೆ, ಶೇಂಗಾ(ನೀರಾವರಿ), ತೊಗರಿ(ಮಳೆಯಾಶ್ರಿತ), ಕೆಂಪು ಮೆಣಸಿನ ಕಾಯಿ, ಟೊಮ್ಯಾಟೊ ಬೆಳೆಗಳಿಗೆ 15.07.2025, ಮುಸುಕಿನ ಜೋಳ ಬೆಳೆಗೆ 31.07.2025 ಹಾಗೂ ಹುರುಳಿ, ರಾಗಿ, ಭತ್ತ, ಶೇಂಗಾ (ಮಳೆಯಾಶ್ರಿತ) ಬೆಳೆಗಳಿಗೆ 16.08.2025 ವಿಮೆಗೆ ನೋಂದಾಯಿಸಲು ಅಂತಿಮ ದಿನಾಂಕವಾಗಿರುತ್ತದೆ. ಎಂದು ಪಾವಗಡ ತಾಲ್ಲೂಕಿನ ವಿಮಾ ಕಂಪನಿಯ ಪ್ರತಿನಿಧಿಯಾದ ಶ್ರೀ.ಸಿ.ನರಸಿಂಹಮೂರ್ತಿ(9360979787) ಹಾಗೂ ಜಿಲ್ಲಾ ಸಂಯೋಜಕರಾದ ಶ್ರೀ.ಮಂಜುನಾಥ್(8088528286) ರವರನ್ನು ಅಥವಾ ಹತ್ತಿರದ ರೈತ ಸಂಪರ್ಕ ಕೇಂದ್ರ ಕಂಡಾಯ ಕಚೇರಿ, ಬ್ಯಾಂಕ್ ಹಾಗೂ ಸಹಕಾರ ಸಂಘಗಳ ಅಥವಾ ಬೆಳೆ ಸಾಲ ನೀಡುವ ವಾಣಿಜ್ಯ ಬ್ಯಾಂಕ್ ಶಾಖೆಗಳನ್ನು ಸಂಪರ್ಕಿಸಲು ತಿಳಿಸಿದ್ದಾರೆ. ಹೆಚ್ಚಿನ ಸಂಖ್ಯೆಯಲ್ಲಿ ರೈತರು ಬೆಳೆವಿಮೆಗೆ ನೋಂದಾಯಿಸಿಕೊಂಡು ಆರ್ಥಿಕ ನಷ್ಟದಿಂದ ಪಾರಾಗಲು ಕೃಷಿ ನಿರ್ದೇಶಕರಾದ ಅಜಯ್ ಕುಮಾರ್ ಆರ್ ರವರು ರೈತರಲ್ಲಿ ಮನವಿ ಮಾಡಿಕೊಂಡಿದ್ದಾರೆ.: [34, 837, 240, 1070]
strike-column-2: ನಗರಪಾಲಿಕೆ ಅಧಿಕಾರಿಗಳು ಹಾಗೂ ನೌಕರರ ಸಂಘದ ಪದಾಧಿಕಾರಿಗಳು ಮಾತನಾಡಿ, ರಾಜ್ಯದ ಎಲ್ಲಾ ಪಾಲಿಕೆಗಳಲ್ಲಿ ಈ ಹೋರಾಟ ನಡೆಯುತ್ತಿದೆ. ಸರ್ಕಾರ ನಮ್ಮ ಬೇಡಿಕೆ ಈಡೇರಿಸುವವರೆಗೂ ಹೋರಾಟ ನಿಲ್ಲಿಸುವುದಿಲ್ಲ. ಪಾಲಿಕೆ ನೌಕರರು ವರ್ಷಗಳಿಂದ ಸೌಲಭ್ಯ ವಂಚಿತರಾಗಿದ್ದಾರೆ. ಕೂಡಲೇ ಸರ್ಕಾರ ಸ್ಪಂದಿಸಬೇಕು ಎಂದು ಒತ್ತಾಯಿಸಿದರು. 2022-23ನೇ ಸಾಲಿನಲ್ಲಿ ಸರ್ಕಾರ ಭರವಸೆ ನೀಡಿತ್ತು. ಆದರೆ ಇದುವರೆಗೂ ಈಡೇರಿಲ್ಲ. ಪಾಲಿಕೆ ನೌಕರರ ಸಮಸ್ಯೆಗಳನ್ನು ಬಗೆಹರಿಸಲು ಸರ್ಕಾರ ತಕ್ಷಣ ಕ್ರಮ ಕೈಗೊಳ್ಳಬೇಕು. ಹೋರಾಟದಲ್ಲಿ ಪಾಲಿಕೆಯ ಎಲ್ಲಾ ವಿಭಾಗಗಳ ನೌಕರರು ಭಾಗವಹಿಸಿದ್ದರು.: [420, 1273, 585, 1394]
dharakhastu-headline: ದರಖಾಸ್ತು ಪೋಡಿ ದುರಸ್ತಿ: ಪ್ರಥಮ ಸ್ಥಾನ: [303, 418, 627, 447]
strike-photo-caption: ನೌಕರರಿಗೆ ಸ್ಪಂದಿಸದಿದ್ದರೆ, ಈ ತಿಂಗಳ 19ರಂದು ಅನಿವಾರ್ಯವಾಗಿದೆ ಎಂದು ಹೇಳಿದರು.: [420, 1260, 628, 1269]
masthead-date: ದಿನಾಂಕ: 11-07-2025, ಶುಕ್ರವಾರ: [417, 36, 517, 46]
